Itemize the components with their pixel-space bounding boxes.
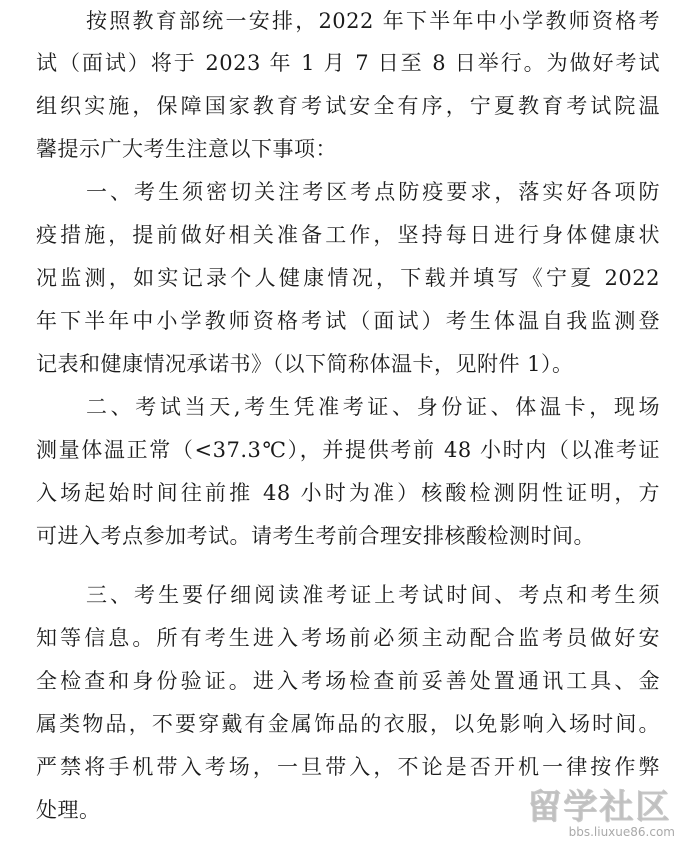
- paragraph-1-line-3: 组织实施，保障国家教育考试安全有序，宁夏教育考试院温: [36, 94, 660, 118]
- item-1-line-1: 一、考生须密切关注考区考点防疫要求，落实好各项防: [86, 180, 660, 204]
- item-3-line-1: 三、考生要仔细阅读准考证上考试时间、考点和考生须: [86, 583, 660, 607]
- item-2-line-3: 入场起始时间往前推 48 小时为准）核酸检测阴性证明，方: [36, 481, 660, 505]
- item-3-line-5: 严禁将手机带入考场，一旦带入，不论是否开机一律按作弊: [36, 755, 660, 779]
- watermark-title: 留学社区: [527, 787, 671, 827]
- site-watermark: [506, 789, 681, 841]
- item-1-line-3: 况监测，如实记录个人健康情况，下载并填写《宁夏 2022: [36, 266, 660, 290]
- item-2-line-2: 测量体温正常（<37.3℃），并提供考前 48 小时内（以准考证: [36, 438, 660, 462]
- item-1-line-4: 年下半年中小学教师资格考试（面试）考生体温自我监测登: [36, 309, 660, 333]
- paragraph-1-line-1: 按照教育部统一安排，2022 年下半年中小学教师资格考: [86, 9, 660, 33]
- paragraph-1-line-2: 试（面试）将于 2023 年 1 月 7 日至 8 日举行。为做好考试: [36, 51, 660, 75]
- item-1-line-5: 记表和健康情况承诺书》（以下简称体温卡，见附件 1）。: [36, 352, 574, 376]
- item-1-line-2: 疫措施，提前做好相关准备工作，坚持每日进行身体健康状: [36, 223, 660, 247]
- item-3-line-3: 全检查和身份验证。进入考场检查前妥善处置通讯工具、金: [36, 669, 660, 693]
- item-3-line-4: 属类物品，不要穿戴有金属饰品的衣服，以免影响入场时间。: [36, 712, 660, 736]
- watermark-url: bbs.liuxue86.com: [568, 825, 675, 839]
- paragraph-1-line-4: 馨提示广大考生注意以下事项：: [36, 137, 337, 161]
- item-2-line-1: 二、考试当天,考生凭准考证、身份证、体温卡，现场: [86, 395, 660, 419]
- item-3-line-6: 处理。: [36, 798, 101, 822]
- item-3-line-2: 知等信息。所有考生进入考场前必须主动配合监考员做好安: [36, 626, 660, 650]
- item-2-line-4: 可进入考点参加考试。请考生考前合理安排核酸检测时间。: [36, 524, 595, 548]
